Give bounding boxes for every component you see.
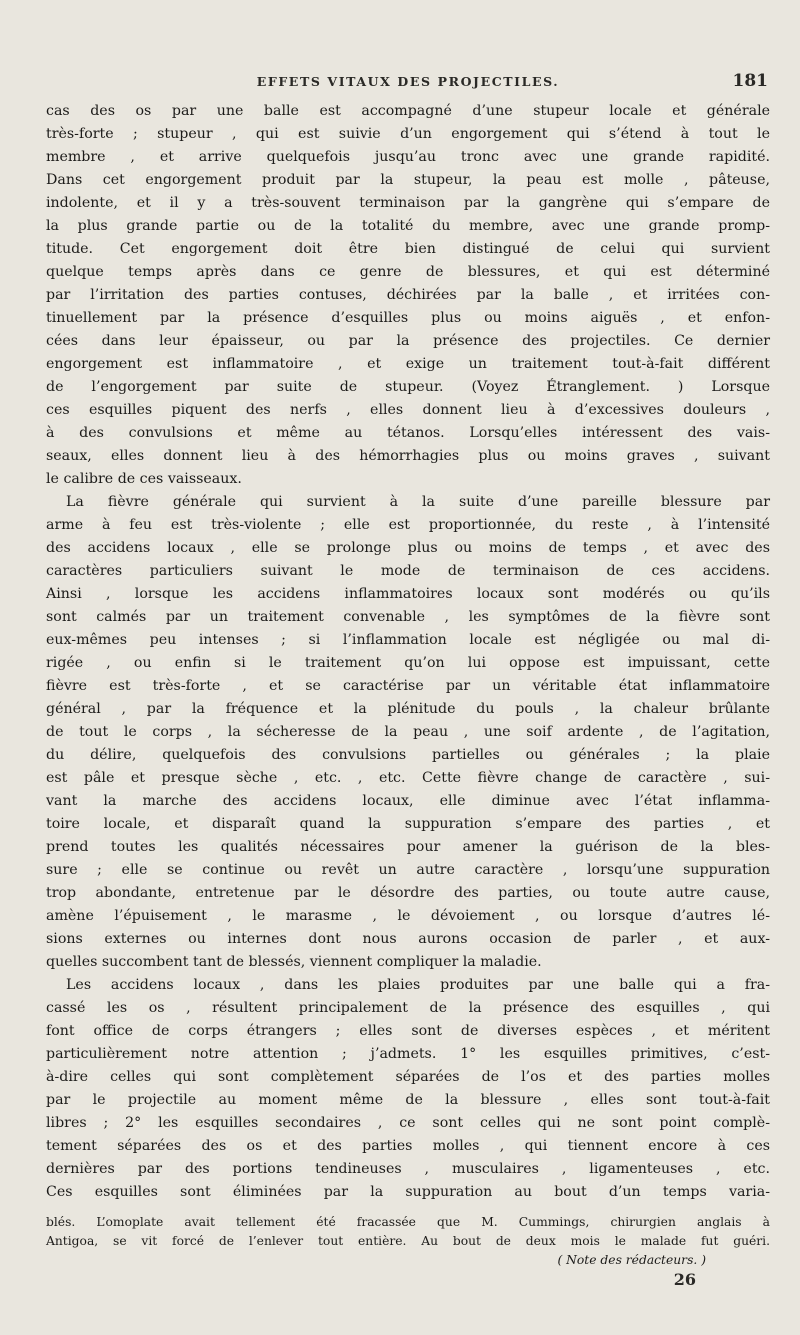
body-text [46, 100, 770, 1204]
text-line: rigée , ou enfin si le traitement qu’on lui oppose est impuissant, cette [46, 655, 770, 671]
text-line: sont calmés par un traitement convenable , les symptômes de la fièvre sont [46, 609, 770, 625]
text-line: particulièrement notre attention ; j’admets. 1° les esquilles primitives, c’est- [46, 1046, 770, 1062]
text-line: indolente, et il y a très-souvent terminaison par la gangrène qui s’empare de [46, 195, 770, 211]
text-line: Ainsi , lorsque les accidens inflammatoires locaux sont modérés ou qu’ils [46, 586, 770, 602]
text-line: amène l’épuisement , le marasme , le dévoiement , ou lorsque d’autres lé- [46, 908, 770, 924]
text-line: cassé les os , résultent principalement de la présence des esquilles , qui [46, 1000, 770, 1016]
text-line: tinuellement par la présence d’esquilles plus ou moins aiguës , et enfon- [46, 310, 770, 326]
text-line: libres ; 2° les esquilles secondaires , ce sont celles qui ne sont point complè- [46, 1115, 770, 1131]
signature-mark: 26 [673, 1270, 696, 1289]
text-line: quelles succombent tant de blessés, viennent compliquer la maladie. [46, 954, 542, 970]
text-line: trop abondante, entretenue par le désordre des parties, ou toute autre cause, [46, 885, 770, 901]
text-line: la plus grande partie ou de la totalité du membre, avec une grande promp- [46, 218, 770, 234]
text-line: des accidens locaux , elle se prolonge plus ou moins de temps , et avec des [46, 540, 770, 556]
text-line: général , par la fréquence et la plénitude du pouls , la chaleur brûlante [46, 701, 770, 717]
text-line: sions externes ou internes dont nous aurons occasion de parler , et aux- [46, 931, 770, 947]
text-line: le calibre de ces vaisseaux. [46, 471, 242, 487]
text-line: par le projectile au moment même de la blessure , elles sont tout-à-fait [46, 1092, 770, 1108]
text-line: prend toutes les qualités nécessaires pour amener la guérison de la bles- [46, 839, 770, 855]
text-line: à des convulsions et même au tétanos. Lorsqu’elles intéressent des vais- [46, 425, 770, 441]
text-line: de tout le corps , la sécheresse de la peau , une soif ardente , de l’agitation, [46, 724, 770, 740]
text-line: vant la marche des accidens locaux, elle diminue avec l’état inflamma- [46, 793, 770, 809]
text-line: Ces esquilles sont éliminées par la suppuration au bout d’un temps varia- [46, 1184, 770, 1200]
text-line: toire locale, et disparaît quand la suppuration s’empare des parties , et [46, 816, 770, 832]
text-line: titude. Cet engorgement doit être bien distingué de celui qui survient [46, 241, 770, 257]
text-line: tement séparées des os et des parties molles , qui tiennent encore à ces [46, 1138, 770, 1154]
text-line: très-forte ; stupeur , qui est suivie d’un engorgement qui s’étend à tout le [46, 126, 770, 142]
text-line: caractères particuliers suivant le mode de terminaison de ces accidens. [46, 563, 770, 579]
text-line: La fièvre générale qui survient à la suite d’une pareille blessure par [66, 494, 770, 510]
text-line: engorgement est inflammatoire , et exige un traitement tout-à-fait différent [46, 356, 770, 372]
text-line: sure ; elle se continue ou revêt un autre caractère , lorsqu’une suppuration [46, 862, 770, 878]
text-line: seaux, elles donnent lieu à des hémorrhagies plus ou moins graves , suivant [46, 448, 770, 464]
text-line: par l’irritation des parties contuses, déchirées par la balle , et irritées con- [46, 287, 770, 303]
text-line: cas des os par une balle est accompagné d’une stupeur locale et générale [46, 103, 770, 119]
running-title: EFFETS VITAUX DES PROJECTILES. [256, 74, 560, 89]
footnote-line: Antigoa, se vit forcé de l’enlever tout entière. Au bout de deux mois le malade fut guéri. [46, 1234, 770, 1248]
text-line: dernières par des portions tendineuses , musculaires , ligamenteuses , etc. [46, 1161, 770, 1177]
text-line: eux-mêmes peu intenses ; si l’inflammation locale est négligée ou mal di- [46, 632, 770, 648]
text-line: du délire, quelquefois des convulsions partielles ou générales ; la plaie [46, 747, 770, 763]
footnote-credit: ( Note des rédacteurs. ) [557, 1253, 706, 1267]
text-line: est pâle et presque sèche , etc. , etc. Cette fièvre change de caractère , sui- [46, 770, 770, 786]
text-line: ces esquilles piquent des nerfs , elles donnent lieu à d’excessives douleurs , [46, 402, 770, 418]
text-line: quelque temps après dans ce genre de blessures, et qui est déterminé [46, 264, 770, 280]
text-line: membre , et arrive quelquefois jusqu’au tronc avec une grande rapidité. [46, 149, 770, 165]
footnote [46, 1213, 770, 1270]
text-line: Les accidens locaux , dans les plaies produites par une balle qui a fra- [66, 977, 770, 993]
text-line: de l’engorgement par suite de stupeur. (Voyez Étranglement. ) Lorsque [46, 379, 770, 395]
text-line: arme à feu est très-violente ; elle est proportionnée, du reste , à l’intensité [46, 517, 770, 533]
text-line: font office de corps étrangers ; elles sont de diverses espèces , et méritent [46, 1023, 770, 1039]
text-line: cées dans leur épaisseur, ou par la présence des projectiles. Ce dernier [46, 333, 770, 349]
text-line: à-dire celles qui sont complètement séparées de l’os et des parties molles [46, 1069, 770, 1085]
text-line: fièvre est très-forte , et se caractérise par un véritable état inflammatoire [46, 678, 770, 694]
page-number: 181 [732, 71, 768, 91]
text-line: Dans cet engorgement produit par la stupeur, la peau est molle , pâteuse, [46, 172, 770, 188]
running-head [46, 71, 770, 100]
footnote-line: blés. L’omoplate avait tellement été fracassée que M. Cummings, chirurgien anglais à [46, 1215, 770, 1229]
